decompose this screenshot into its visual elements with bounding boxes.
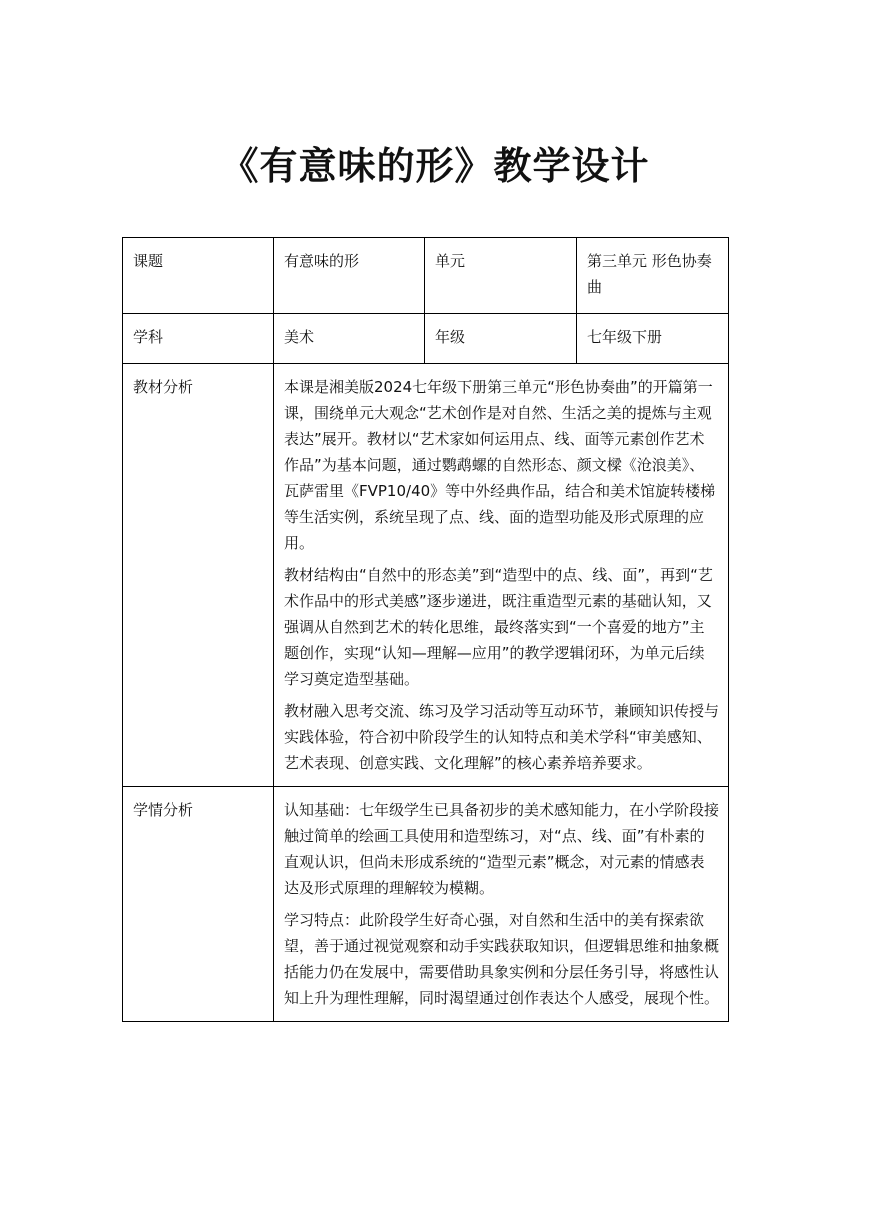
table-row-topic-unit (123, 238, 729, 314)
lesson-plan-table (122, 237, 729, 1022)
topic-label: 课题 (123, 238, 274, 314)
learner-analysis-paragraph: 认知基础：七年级学生已具备初步的美术感知能力，在小学阶段接触过简单的绘画工具使用和造型练习，对“点、线、面”有朴素的直观认识，但尚未形成系统的“造型元素”概念，对元素的情感表达及形式原理的理解较为模糊。 (284, 801, 720, 897)
learner-analysis-paragraph: 学习特点：此阶段学生好奇心强，对自然和生活中的美有探索欲望，善于通过视觉观察和动手实践获取知识，但逻辑思维和抽象概括能力仍在发展中，需要借助具象实例和分层任务引导，将感性认知上升为理性理解，同时渴望通过创作表达个人感受，展现个性。 (284, 911, 720, 1007)
textbook-analysis-paragraph: 本课是湘美版2024七年级下册第三单元“形色协奏曲”的开篇第一课，围绕单元大观念“艺术创作是对自然、生活之美的提炼与主观表达”展开。教材以“艺术家如何运用点、线、面等元素创作艺术作品”为基本问题，通过鹦鹉螺的自然形态、颜文樑《沧浪美》、瓦萨雷里《FVP10/40》等中外经典作品，结合和美术馆旋转楼梯等生活实例，系统呈现了点、线、面的造型功能及形式原理的应用。 (284, 378, 716, 552)
unit-value: 第三单元 形色协奏曲 (577, 238, 729, 314)
textbook-analysis-paragraph: 教材结构由“自然中的形态美”到“造型中的点、线、面”，再到“艺术作品中的形式美感”逐步递进，既注重造型元素的基础认知，又强调从自然到艺术的转化思维，最终落实到“一个喜爱的地方”主题创作，实现“认知—理解—应用”的教学逻辑闭环，为单元后续学习奠定造型基础。 (284, 566, 713, 688)
textbook-analysis-label: 教材分析 (123, 364, 274, 787)
subject-value: 美术 (274, 314, 425, 364)
grade-label: 年级 (425, 314, 577, 364)
learner-analysis-content (274, 787, 729, 1022)
topic-value: 有意味的形 (274, 238, 425, 314)
table-row-learner-analysis (123, 787, 729, 1022)
table-row-subject-grade (123, 314, 729, 364)
table-row-textbook-analysis (123, 364, 729, 787)
subject-label: 学科 (123, 314, 274, 364)
textbook-analysis-content (274, 364, 729, 787)
document-title: 《有意味的形》教学设计 (220, 144, 650, 188)
learner-analysis-label: 学情分析 (123, 787, 274, 1022)
grade-value: 七年级下册 (577, 314, 729, 364)
unit-label: 单元 (425, 238, 577, 314)
textbook-analysis-paragraph: 教材融入思考交流、练习及学习活动等互动环节，兼顾知识传授与实践体验，符合初中阶段学生的认知特点和美术学科“审美感知、艺术表现、创意实践、文化理解”的核心素养培养要求。 (284, 702, 720, 772)
